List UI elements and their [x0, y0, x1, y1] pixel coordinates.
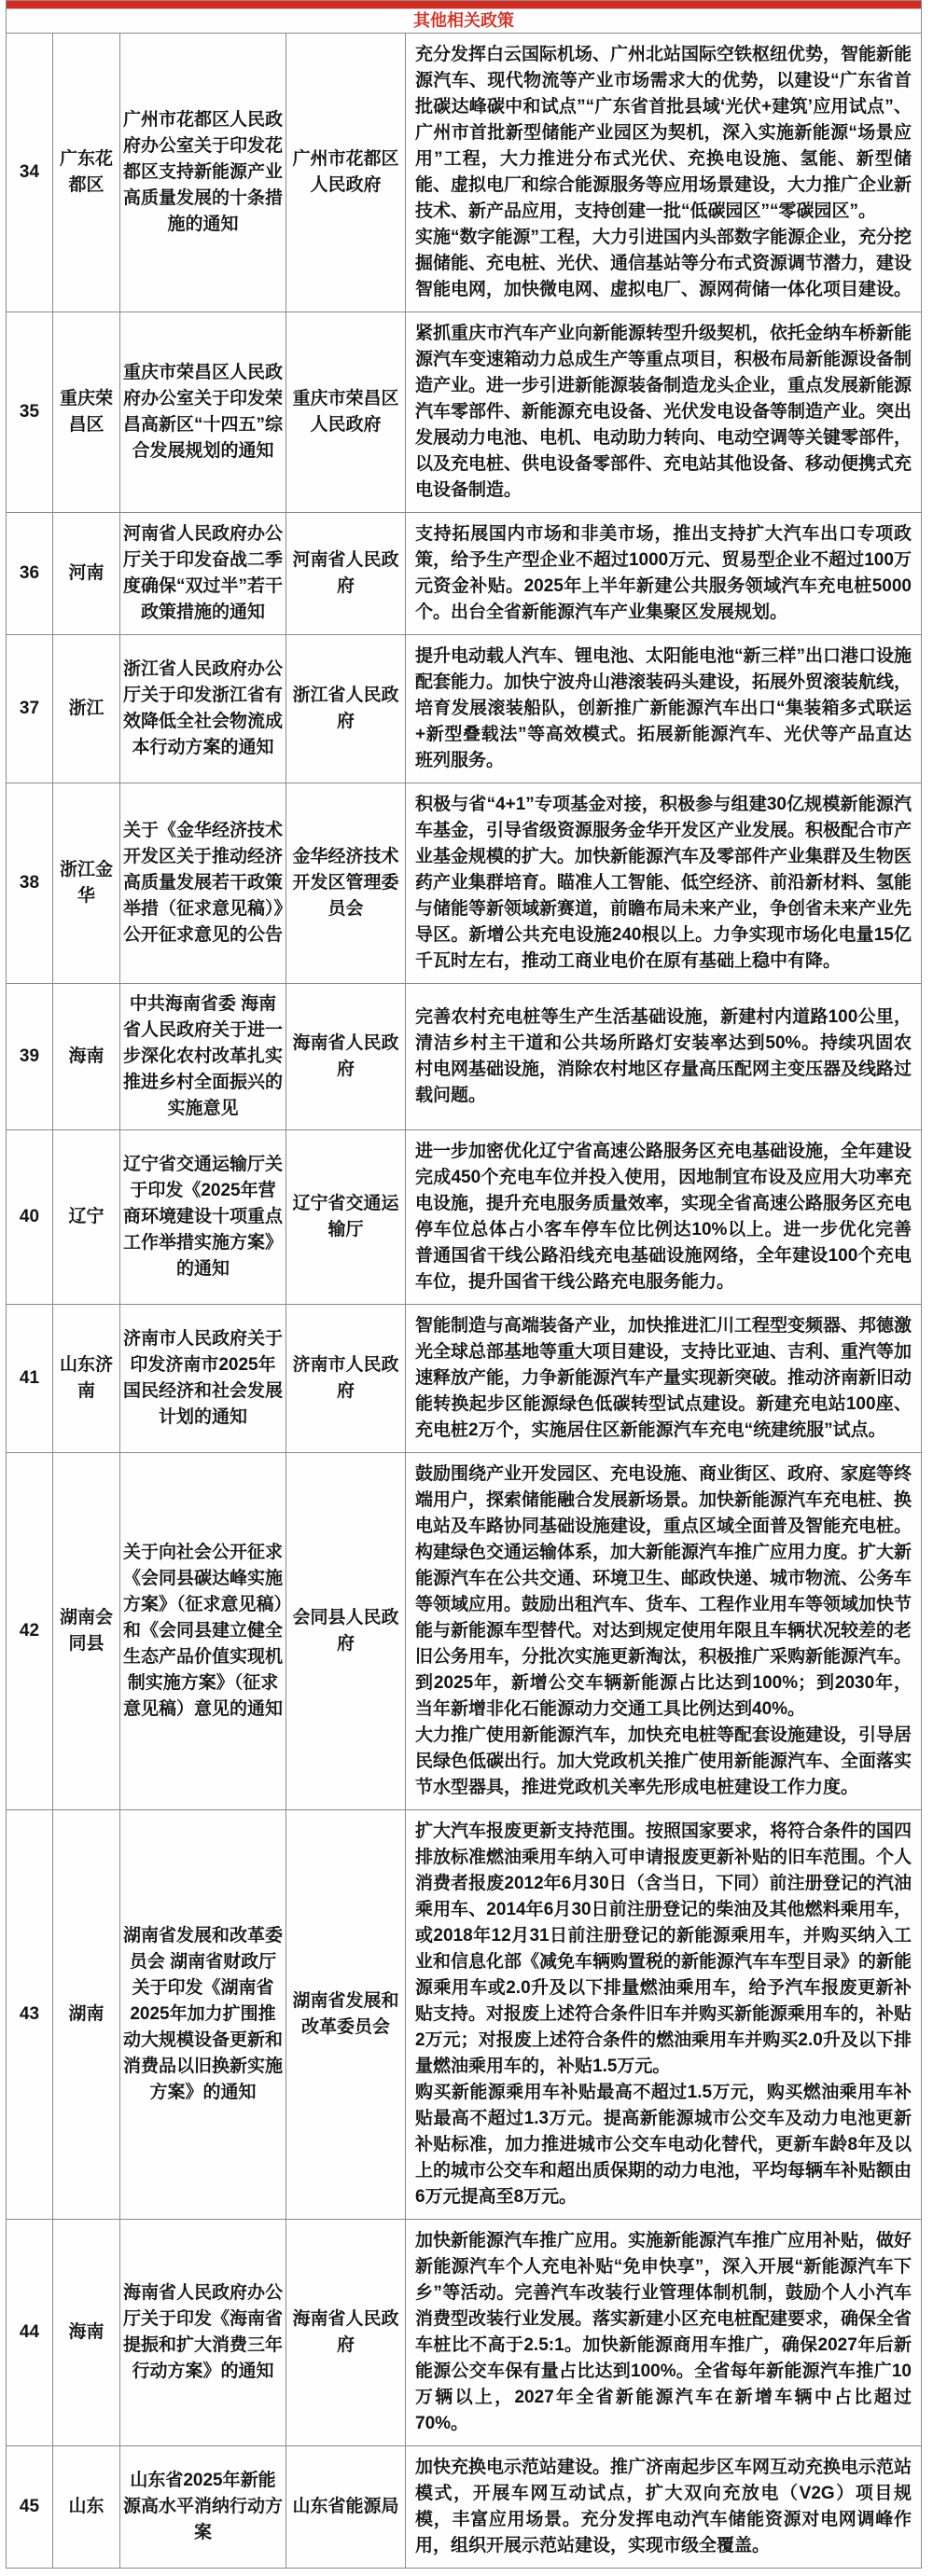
- content-paragraph: 充分发挥白云国际机场、广州北站国际空铁枢纽优势，智能新能源汽车、现代物流等产业市场需求大的优势，以建设“广东省首批碳达峰碳中和试点”“广东省首批县域‘光伏+建筑’应用试点”、广州市首批新型储能产业园区为契机，深入实施新能源“场景应用”工程，大力推进分布式光伏、充换电设施、氢能、新型储能、虚拟电厂和综合能源服务等应用场景建设，大力推广企业新技术、新产品应用，支持创建一批“低碳园区”“零碳园区”。: [415, 45, 912, 221]
- table-row: [7, 312, 921, 513]
- row-number-cell: 43: [7, 1810, 53, 2219]
- content-paragraph: 加快充换电示范站建设。推广济南起步区车网互动充换电示范站模式，开展车网互动试点，扩大双向充放电（V2G）项目规模，丰富应用场景。充分发挥电动汽车储能资源对电网调峰作用，组织开展示范站建设，实现市级全覆盖。: [415, 2458, 912, 2555]
- content-cell: [406, 34, 921, 312]
- content-paragraph: 实施“数字能源”工程，大力引进国内头部数字能源企业，充分挖掘储能、充电桩、光伏、通信基站等分布式资源调节潜力，建设智能电网，加快微电网、虚拟电厂、源网荷储一体化项目建设。: [415, 228, 912, 299]
- region-cell: 海南: [53, 2220, 120, 2445]
- policy-table: [6, 0, 922, 2569]
- policy-title-cell: 关于向社会公开征求《会同县碳达峰实施方案》（征求意见稿）和《会同县建立健全生态产品价值实现机制实施方案》（征求意见稿）意见的通知: [120, 1453, 286, 1809]
- region-cell: 辽宁: [53, 1130, 120, 1304]
- content-paragraph: 提升电动载人汽车、锂电池、太阳能电池“新三样”出口港口设施配套能力。加快宁波舟山港滚装码头建设，拓展外贸滚装航线，培育发展滚装船队，创新推广新能源汽车出口“集装箱多式联运+新型叠载法”等高效模式。拓展新能源汽车、光伏等产品直达班列服务。: [415, 646, 912, 770]
- issuer-cell: 浙江省人民政府: [286, 635, 406, 782]
- row-number-cell: 44: [7, 2220, 53, 2445]
- content-paragraph: 大力推广使用新能源汽车，加快充电桩等配套设施建设，引导居民绿色低碳出行。加大党政机关推广使用新能源汽车、全面落实节水型器具，推进党政机关率先形成电桩建设工作力度。: [415, 1725, 912, 1797]
- issuer-cell: 重庆市荣昌区人民政府: [286, 312, 406, 512]
- issuer-cell: 山东省能源局: [286, 2446, 406, 2568]
- row-number-cell: 35: [7, 312, 53, 512]
- content-paragraph: 支持拓展国内市场和非美市场，推出支持扩大汽车出口专项政策，给予生产型企业不超过1000万元、贸易型企业不超过100万元资金补贴。2025年上半年新建公共服务领域汽车充电桩5000个。出台全省新能源汽车产业集聚区发展规划。: [415, 524, 912, 622]
- row-number-cell: 42: [7, 1453, 53, 1809]
- issuer-cell: 金华经济技术开发区管理委员会: [286, 783, 406, 983]
- row-number-cell: 38: [7, 783, 53, 983]
- region-cell: 河南: [53, 513, 120, 634]
- table-body: [7, 34, 921, 2568]
- content-cell: [406, 312, 921, 512]
- region-cell: 浙江金华: [53, 783, 120, 983]
- table-row: [7, 1810, 921, 2220]
- content-cell: [406, 635, 921, 782]
- region-cell: 山东: [53, 2446, 120, 2568]
- content-paragraph: 加快新能源汽车推广应用。实施新能源汽车推广应用补贴，做好新能源汽车个人充电补贴“免申快享”，深入开展“新能源汽车下乡”等活动。完善汽车改装行业管理体制机制，鼓励个人小汽车消费型改装行业发展。落实新建小区充电桩配建要求，确保全省车桩比不高于2.5:1。加快新能源商用车推广，确保2027年后新能源公交车保有量占比达到100%。全省每年新能源汽车推广10万辆以上，2027年全省新能源汽车在新增车辆中占比超过70%。: [415, 2231, 912, 2433]
- policy-title-cell: 河南省人民政府办公厅关于印发奋战二季度确保“双过半”若干政策措施的通知: [120, 513, 286, 634]
- table-row: [7, 513, 921, 635]
- content-cell: [406, 1130, 921, 1304]
- table-row: [7, 34, 921, 312]
- row-number-cell: 37: [7, 635, 53, 782]
- region-cell: 重庆荣昌区: [53, 312, 120, 512]
- content-cell: [406, 2446, 921, 2568]
- row-number-cell: 39: [7, 984, 53, 1129]
- policy-title-cell: 济南市人民政府关于印发济南市2025年国民经济和社会发展计划的通知: [120, 1305, 286, 1452]
- content-cell: [406, 1810, 921, 2219]
- issuer-cell: 济南市人民政府: [286, 1305, 406, 1452]
- issuer-cell: 会同县人民政府: [286, 1453, 406, 1809]
- policy-title-cell: 辽宁省交通运输厅关于印发《2025年营商环境建设十项重点工作举措实施方案》的通知: [120, 1130, 286, 1304]
- content-paragraph: 进一步加密优化辽宁省高速公路服务区充电基础设施，全年建设完成450个充电车位并投入使用，因地制宜布设及应用大功率充电设施，提升充电服务质量效率，实现全省高速公路服务区充电停车位总体占小客车停车位比例达10%以上。进一步优化完善普通国省干线公路沿线充电基础设施网络，全年建设100个充电车位，提升国省干线公路充电服务能力。: [415, 1142, 912, 1292]
- table-row: [7, 2446, 921, 2568]
- content-cell: [406, 2220, 921, 2445]
- row-number-cell: 36: [7, 513, 53, 634]
- policy-title-cell: 重庆市荣昌区人民政府办公室关于印发荣昌高新区“十四五”综合发展规划的通知: [120, 312, 286, 512]
- content-paragraph: 鼓励围绕产业开发园区、充电设施、商业街区、政府、家庭等终端用户，探索储能融合发展新场景。加快新能源汽车充电桩、换电站及车路协同基础设施建设，重点区域全面普及智能充电桩。构建绿色交通运输体系，加大新能源汽车推广应用力度。扩大新能源汽车在公共交通、环境卫生、邮政快递、城市物流、公务车等领域应用。鼓励出租汽车、货车、工程作业用车等领域加快节能与新能源车型替代。对达到规定使用年限且车辆状况较差的老旧公务用车，分批次实施更新淘汰，积极推广采购新能源汽车。到2025年，新增公交车辆新能源占比达到100%；到2030年，当年新增非化石能源动力交通工具比例达到40%。: [415, 1464, 912, 1719]
- issuer-cell: 广州市花都区人民政府: [286, 34, 406, 312]
- row-number-cell: 40: [7, 1130, 53, 1304]
- content-paragraph: 紧抓重庆市汽车产业向新能源转型升级契机，依托金纳车桥新能源汽车变速箱动力总成生产等重点项目，积极布局新能源设备制造产业。进一步引进新能源装备制造龙头企业，重点发展新能源汽车零部件、新能源充电设备、光伏发电设备等制造产业。突出发展动力电池、电机、电动助力转向、电动空调等关键零部件，以及充电桩、供电设备零部件、充电站其他设备、移动便携式充电设备制造。: [415, 324, 912, 500]
- section-title: 其他相关政策: [413, 11, 514, 30]
- policy-title-cell: 浙江省人民政府办公厅关于印发浙江省有效降低全社会物流成本行动方案的通知: [120, 635, 286, 782]
- table-row: [7, 1130, 921, 1305]
- content-cell: [406, 783, 921, 983]
- content-cell: [406, 1305, 921, 1452]
- region-cell: 湖南: [53, 1810, 120, 2219]
- table-row: [7, 635, 921, 783]
- region-cell: 海南: [53, 984, 120, 1129]
- table-row: [7, 1453, 921, 1810]
- issuer-cell: 海南省人民政府: [286, 2220, 406, 2445]
- region-cell: 山东济南: [53, 1305, 120, 1452]
- row-number-cell: 34: [7, 34, 53, 312]
- content-paragraph: 完善农村充电桩等生产生活基础设施，新建村内道路100公里，清洁乡村主干道和公共场所路灯安装率达到50%。持续巩固农村电网基础设施，消除农村地区存量高压配网主变压器及线路过载问题。: [415, 1007, 912, 1105]
- content-cell: [406, 984, 921, 1129]
- issuer-cell: 辽宁省交通运输厅: [286, 1130, 406, 1304]
- content-paragraph: 积极与省“4+1”专项基金对接，积极参与组建30亿规模新能源汽车基金，引导省级资源服务金华开发区产业发展。积极配合市产业基金规模的扩大。加快新能源汽车及零部件产业集群及生物医药产业集群培育。瞄准人工智能、低空经济、前沿新材料、氢能与储能等新领域新赛道，前瞻布局未来产业，争创省未来产业先导区。新增公共充电设施240根以上。力争实现市场化电量15亿千瓦时左右，推动工商业电价在原有基础上稳中有降。: [415, 795, 912, 971]
- content-cell: [406, 1453, 921, 1809]
- policy-title-cell: 湖南省发展和改革委员会 湖南省财政厅关于印发《湖南省2025年加力扩围推动大规模设备更新和消费品以旧换新实施方案》的通知: [120, 1810, 286, 2219]
- region-cell: 浙江: [53, 635, 120, 782]
- policy-title-cell: 关于《金华经济技术开发区关于推动经济高质量发展若干政策举措（征求意见稿）》公开征求意见的公告: [120, 783, 286, 983]
- row-number-cell: 45: [7, 2446, 53, 2568]
- issuer-cell: 海南省人民政府: [286, 984, 406, 1129]
- table-row: [7, 783, 921, 984]
- policy-title-cell: 山东省2025年新能源高水平消纳行动方案: [120, 2446, 286, 2568]
- section-divider-red-strip: [7, 1, 921, 9]
- issuer-cell: 河南省人民政府: [286, 513, 406, 634]
- content-paragraph: 购买新能源乘用车补贴最高不超过1.5万元，购买燃油乘用车补贴最高不超过1.3万元。提高新能源城市公交车及动力电池更新补贴标准，加力推进城市公交车电动化替代，更新车龄8年及以上的城市公交车和超出质保期的动力电池，平均每辆车补贴额由6万元提高至8万元。: [415, 2083, 912, 2207]
- content-paragraph: 智能制造与高端装备产业，加快推进汇川工程型变频器、邦德激光全球总部基地等重大项目建设，支持比亚迪、吉利、重汽等加速释放产能，力争新能源汽车产量实现新突破。推动济南新旧动能转换起步区能源绿色低碳转型试点建设。新建充电站100座、充电桩2万个，实施居住区新能源汽车充电“统建统服”试点。: [415, 1316, 912, 1440]
- table-section-header: [7, 9, 921, 34]
- region-cell: 广东花都区: [53, 34, 120, 312]
- table-row: [7, 1305, 921, 1453]
- row-number-cell: 41: [7, 1305, 53, 1452]
- region-cell: 湖南会同县: [53, 1453, 120, 1809]
- policy-title-cell: 海南省人民政府办公厅关于印发《海南省提振和扩大消费三年行动方案》的通知: [120, 2220, 286, 2445]
- policy-title-cell: 广州市花都区人民政府办公室关于印发花都区支持新能源产业高质量发展的十条措施的通知: [120, 34, 286, 312]
- issuer-cell: 湖南省发展和改革委员会: [286, 1810, 406, 2219]
- table-row: [7, 2220, 921, 2446]
- table-row: [7, 984, 921, 1130]
- content-cell: [406, 513, 921, 634]
- policy-title-cell: 中共海南省委 海南省人民政府关于进一步深化农村改革扎实推进乡村全面振兴的实施意见: [120, 984, 286, 1129]
- content-paragraph: 扩大汽车报废更新支持范围。按照国家要求，将符合条件的国四排放标准燃油乘用车纳入可申请报废更新补贴的旧车范围。个人消费者报废2012年6月30日（含当日，下同）前注册登记的汽油乘用车、2014年6月30日前注册登记的柴油及其他燃料乘用车，或2018年12月31日前注册登记的新能源乘用车，并购买纳入工业和信息化部《减免车辆购置税的新能源汽车车型目录》的新能源乘用车或2.0升及以下排量燃油乘用车，给予汽车报废更新补贴支持。对报废上述符合条件旧车并购买新能源乘用车的，补贴2万元；对报废上述符合条件的燃油乘用车并购买2.0升及以下排量燃油乘用车的，补贴1.5万元。: [415, 1821, 912, 2076]
